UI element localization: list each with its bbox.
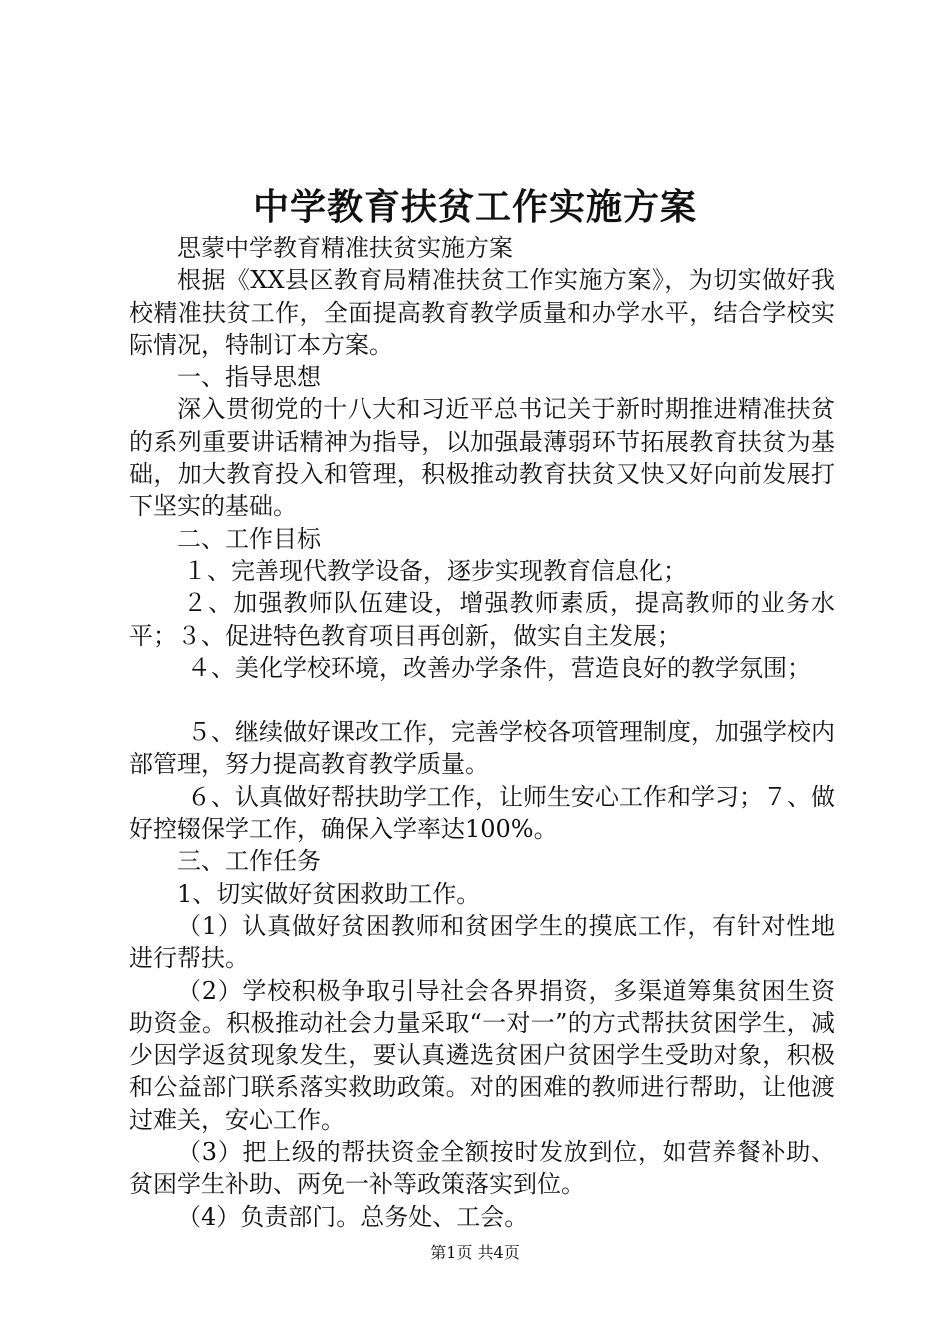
guiding-ideology-paragraph: 深入贯彻党的十八大和习近平总书记关于新时期推进精准扶贫的系列重要讲话精神为指导，以加强最薄弱环节拓展教育扶贫为基础，加大教育投入和管理，积极推动教育扶贫又快又好向前发展打下坚实的基础。 (129, 395, 835, 521)
document-body (129, 232, 835, 1233)
goal-item-1: １、完善现代教学设备，逐步实现教育信息化； (183, 556, 687, 585)
task-item-1: 1、切实做好贫困救助工作。 (177, 879, 481, 908)
intro-paragraph: 根据《XX县区教育局精准扶贫工作实施方案》，为切实做好我校精准扶贫工作，全面提高教育教学质量和办学水平，结合学校实际情况，特制订本方案。 (129, 266, 835, 359)
goal-item-4: ４、美化学校环境，改善办学条件，营造良好的教学氛围； (187, 653, 811, 682)
document-title: 中学教育扶贫工作实施方案 (252, 187, 697, 228)
section-heading-work-goals: 二、工作目标 (177, 524, 321, 553)
task-subitem-4: （4）负责部门。总务处、工会。 (177, 1202, 529, 1231)
section-heading-work-tasks: 三、工作任务 (177, 847, 321, 876)
goal-item-6-7: ６、认真做好帮扶助学工作，让师生安心工作和学习；７、做好控辍保学工作，确保入学率达100%。 (129, 782, 835, 844)
task-subitem-1: （1）认真做好贫困教师和贫困学生的摸底工作，有针对性地进行帮扶。 (129, 911, 835, 973)
subtitle-paragraph: 思蒙中学教育精准扶贫实施方案 (177, 234, 513, 262)
goal-item-5: ５、继续做好课改工作，完善学校各项管理制度，加强学校内部管理，努力提高教育教学质量。 (129, 718, 835, 779)
task-subitem-2: （2）学校积极争取引导社会各界捐资，多渠道筹集贫困生资助资金。积极推动社会力量采取“一对一”的方式帮扶贫困学生，减少因学返贫现象发生，要认真遴选贫困户贫困学生受助对象，积极和公益部门联系落实救助政策。对的困难的教师进行帮助，让他渡过难关，安心工作。 (129, 976, 835, 1134)
section-heading-guiding-ideology: 一、指导思想 (177, 363, 321, 392)
task-subitem-3: （3）把上级的帮扶资金全额按时发放到位，如营养餐补助、贫困学生补助、两免一补等政策落实到位。 (129, 1138, 835, 1199)
goal-item-2-3: ２、加强教师队伍建设，增强教师素质，提高教师的业务水平；３、促进特色教育项目再创新，做实自主发展； (129, 589, 835, 650)
page-footer: 第1页 共4页 (430, 1243, 520, 1262)
